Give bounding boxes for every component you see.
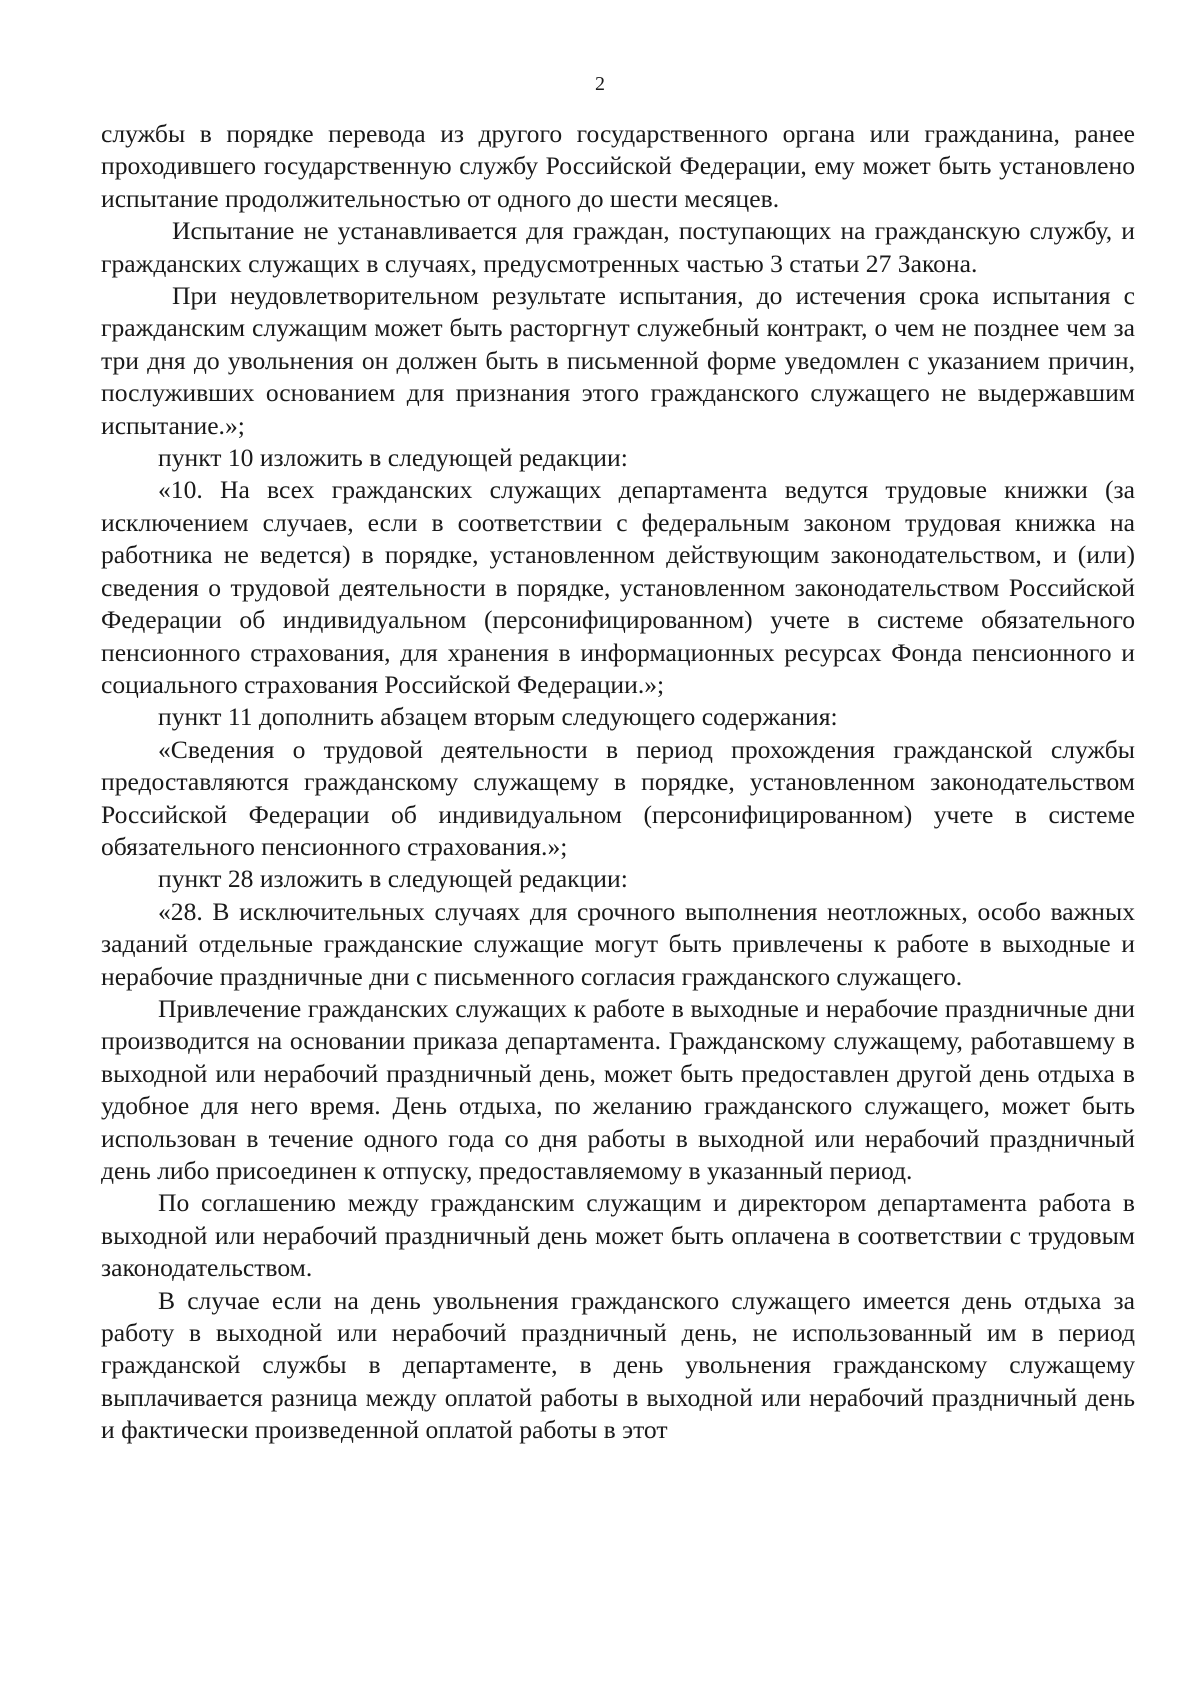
paragraph-probation-failure: При неудовлетворительном результате испытания, до истечения срока испытания с гражданским служащим может быть расторгнут служебный контракт, о чем не позднее чем за три дня до увольнения он должен быть в письменной форме уведомлен с указанием причин, послуживших основанием для признания этого гражданского служащего не выдержавшим испытание.»; xyxy=(101,281,1135,440)
page-number: 2 xyxy=(595,73,605,95)
paragraph-clause-11-text: «Сведения о трудовой деятельности в период прохождения гражданской службы предоставляются гражданскому служащему в порядке, установленном законодательством Российской Федерации об индивидуальном (персонифицированном) учете в системе обязательного пенсионного страхования.»; xyxy=(101,734,1135,861)
paragraph-clause-28-text: «28. В исключительных случаях для срочного выполнения неотложных, особо важных заданий отдельные гражданские служащие могут быть привлечены к работе в выходные и нерабочие праздничные дни с письменного согласия гражданского служащего. xyxy=(101,896,1135,991)
paragraph-clause-10-text: «10. На всех гражданских служащих департамента ведутся трудовые книжки (за исключением случаев, если в соответствии с федеральным законом трудовая книжка на работника не ведется) в порядке, установленном действующим законодательством, и (или) сведения о трудовой деятельности в порядке, установленном законодательством Российской Федерации об индивидуальном (персонифицированном) учете в системе обязательного пенсионного страхования, для хранения в информационных ресурсах Фонда пенсионного и социального страхования Российской Федерации.»; xyxy=(101,475,1135,699)
paragraph-holiday-work-payment: По соглашению между гражданским служащим и директором департамента работа в выходной или нерабочий праздничный день может быть оплачена в соответствии с трудовым законодательством. xyxy=(101,1188,1135,1283)
paragraph-holiday-work-order: Привлечение гражданских служащих к работе в выходные и нерабочие праздничные дни производится на основании приказа департамента. Гражданскому служащему, работавшему в выходной или нерабочий праздничный день, может быть предоставлен другой день отдыха в удобное для него время. День отдыха, по желанию гражданского служащего, может быть использован в течение одного года со дня работы в выходной или нерабочий праздничный день либо присоединен к отпуску, предоставляемому в указанный период. xyxy=(101,993,1135,1185)
paragraph-probation-transfer: службы в порядке перевода из другого государственного органа или гражданина, ранее проходившего государственную службу Российской Федерации, ему может быть установлено испытание продолжительностью от одного до шести месяцев. xyxy=(101,119,1135,213)
paragraph-clause-10-intro: пункт 10 изложить в следующей редакции: xyxy=(158,443,628,473)
paragraph-probation-exemption: Испытание не устанавливается для граждан, поступающих на гражданскую службу, и гражданских служащих в случаях, предусмотренных частью 3 статьи 27 Закона. xyxy=(101,216,1135,278)
document-body xyxy=(101,118,1135,1447)
paragraph-clause-11-intro: пункт 11 дополнить абзацем вторым следующего содержания: xyxy=(158,702,838,732)
paragraph-dismissal-compensation: В случае если на день увольнения гражданского служащего имеется день отдыха за работу в выходной или нерабочий праздничный день, не использованный им в период гражданской службы в департаменте, в день увольнения гражданскому служащему выплачивается разница между оплатой работы в выходной или нерабочий праздничный день и фактически произведенной оплатой работы в этот xyxy=(101,1285,1135,1445)
paragraph-clause-28-intro: пункт 28 изложить в следующей редакции: xyxy=(158,864,628,894)
